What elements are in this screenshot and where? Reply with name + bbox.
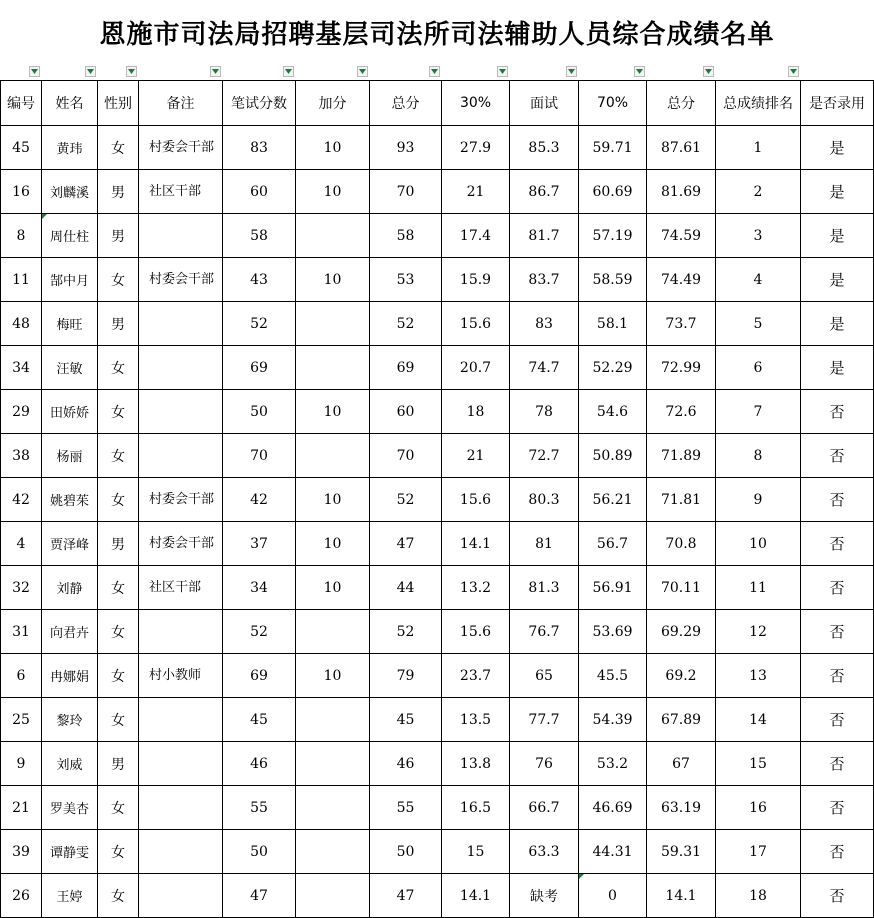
cell-admitted[interactable]: 否 bbox=[801, 654, 874, 698]
filter-dropdown-icon[interactable] bbox=[634, 66, 645, 77]
cell-bonus[interactable] bbox=[296, 698, 370, 742]
filter-dropdown-icon[interactable] bbox=[29, 66, 40, 77]
cell-written-score[interactable]: 50 bbox=[223, 830, 296, 874]
filter-dropdown-icon[interactable] bbox=[210, 66, 221, 77]
filter-dropdown-icon[interactable] bbox=[703, 66, 714, 77]
table-row bbox=[1, 214, 874, 258]
cell-interview[interactable]: 76 bbox=[510, 742, 579, 786]
cell-gender[interactable]: 女 bbox=[98, 390, 139, 434]
cell-note[interactable] bbox=[139, 610, 223, 654]
cell-gender[interactable]: 女 bbox=[98, 610, 139, 654]
cell-bonus[interactable]: 10 bbox=[296, 654, 370, 698]
cell-name[interactable]: 向君卉 bbox=[42, 610, 98, 654]
cell-interview[interactable]: 81 bbox=[510, 522, 579, 566]
cell-note[interactable]: 村委会干部 bbox=[139, 522, 223, 566]
cell-interview[interactable]: 76.7 bbox=[510, 610, 579, 654]
cell-rank[interactable]: 15 bbox=[716, 742, 801, 786]
cell-id[interactable]: 6 bbox=[1, 654, 42, 698]
cell-id[interactable]: 45 bbox=[1, 126, 42, 170]
filter-row bbox=[0, 64, 874, 80]
cell-id[interactable]: 31 bbox=[1, 610, 42, 654]
cell-gender[interactable]: 女 bbox=[98, 786, 139, 830]
cell-interview[interactable]: 80.3 bbox=[510, 478, 579, 522]
column-header-admitted: 是否录用 bbox=[801, 81, 874, 126]
cell-total[interactable]: 59.31 bbox=[647, 830, 716, 874]
table-row bbox=[1, 742, 874, 786]
cell-rank[interactable]: 4 bbox=[716, 258, 801, 302]
cell-pct70[interactable]: 46.69 bbox=[579, 786, 647, 830]
table-row bbox=[1, 830, 874, 874]
cell-gender[interactable]: 男 bbox=[98, 522, 139, 566]
cell-name[interactable]: 谭静雯 bbox=[42, 830, 98, 874]
filter-cell-pct70 bbox=[578, 64, 646, 80]
cell-written-score[interactable]: 70 bbox=[223, 434, 296, 478]
cell-subtotal[interactable]: 52 bbox=[370, 478, 442, 522]
filter-cell-subtotal bbox=[369, 64, 441, 80]
cell-pct70[interactable]: 60.69 bbox=[579, 170, 647, 214]
cell-total[interactable]: 67.89 bbox=[647, 698, 716, 742]
cell-total[interactable]: 67 bbox=[647, 742, 716, 786]
cell-name[interactable]: 黄玮 bbox=[42, 126, 98, 170]
cell-rank[interactable]: 14 bbox=[716, 698, 801, 742]
cell-rank[interactable]: 1 bbox=[716, 126, 801, 170]
cell-gender[interactable]: 女 bbox=[98, 874, 139, 918]
filter-cell-written-score bbox=[222, 64, 295, 80]
cell-bonus[interactable] bbox=[296, 610, 370, 654]
cell-bonus[interactable] bbox=[296, 830, 370, 874]
cell-pct30[interactable]: 21 bbox=[442, 170, 510, 214]
cell-pct70[interactable]: 58.1 bbox=[579, 302, 647, 346]
filter-cell-gender bbox=[97, 64, 138, 80]
cell-total[interactable]: 70.11 bbox=[647, 566, 716, 610]
cell-gender[interactable]: 女 bbox=[98, 654, 139, 698]
cell-total[interactable]: 14.1 bbox=[647, 874, 716, 918]
filter-dropdown-icon[interactable] bbox=[497, 66, 508, 77]
cell-id[interactable]: 9 bbox=[1, 742, 42, 786]
cell-name[interactable]: 杨丽 bbox=[42, 434, 98, 478]
filter-dropdown-icon[interactable] bbox=[788, 66, 799, 77]
cell-note[interactable] bbox=[139, 390, 223, 434]
cell-rank[interactable]: 11 bbox=[716, 566, 801, 610]
cell-rank[interactable]: 5 bbox=[716, 302, 801, 346]
filter-cell-rank bbox=[715, 64, 800, 80]
cell-pct70[interactable]: 53.2 bbox=[579, 742, 647, 786]
cell-pct70[interactable]: 0 bbox=[579, 874, 647, 918]
cell-gender[interactable]: 女 bbox=[98, 126, 139, 170]
column-header-rank: 总成绩排名 bbox=[716, 81, 801, 126]
cell-pct70[interactable]: 45.5 bbox=[579, 654, 647, 698]
cell-interview[interactable]: 77.7 bbox=[510, 698, 579, 742]
cell-note[interactable] bbox=[139, 434, 223, 478]
cell-gender[interactable]: 女 bbox=[98, 566, 139, 610]
cell-subtotal[interactable]: 55 bbox=[370, 786, 442, 830]
table-row bbox=[1, 786, 874, 830]
cell-subtotal[interactable]: 50 bbox=[370, 830, 442, 874]
cell-pct30[interactable]: 17.4 bbox=[442, 214, 510, 258]
cell-pct30[interactable]: 21 bbox=[442, 434, 510, 478]
cell-total[interactable]: 71.81 bbox=[647, 478, 716, 522]
cell-rank[interactable]: 17 bbox=[716, 830, 801, 874]
cell-name[interactable]: 刘麟溪 bbox=[42, 170, 98, 214]
cell-id[interactable]: 29 bbox=[1, 390, 42, 434]
cell-total[interactable]: 72.99 bbox=[647, 346, 716, 390]
cell-note[interactable] bbox=[139, 830, 223, 874]
cell-gender[interactable]: 女 bbox=[98, 478, 139, 522]
cell-pct70[interactable]: 50.89 bbox=[579, 434, 647, 478]
cell-written-score[interactable]: 55 bbox=[223, 786, 296, 830]
column-header-pct70: 70% bbox=[579, 81, 647, 126]
filter-dropdown-icon[interactable] bbox=[85, 66, 96, 77]
cell-written-score[interactable]: 45 bbox=[223, 698, 296, 742]
cell-note[interactable]: 村委会干部 bbox=[139, 126, 223, 170]
cell-name[interactable]: 刘威 bbox=[42, 742, 98, 786]
cell-admitted[interactable]: 否 bbox=[801, 610, 874, 654]
column-header-gender: 性别 bbox=[98, 81, 139, 126]
cell-pct70[interactable]: 56.91 bbox=[579, 566, 647, 610]
cell-subtotal[interactable]: 45 bbox=[370, 698, 442, 742]
cell-subtotal[interactable]: 93 bbox=[370, 126, 442, 170]
cell-pct30[interactable]: 15.9 bbox=[442, 258, 510, 302]
cell-subtotal[interactable]: 70 bbox=[370, 434, 442, 478]
cell-interview[interactable]: 81.7 bbox=[510, 214, 579, 258]
table-row bbox=[1, 522, 874, 566]
cell-name[interactable]: 王婷 bbox=[42, 874, 98, 918]
cell-written-score[interactable]: 69 bbox=[223, 654, 296, 698]
cell-total[interactable]: 74.59 bbox=[647, 214, 716, 258]
cell-subtotal[interactable]: 47 bbox=[370, 522, 442, 566]
table-row bbox=[1, 126, 874, 170]
cell-note[interactable]: 村委会干部 bbox=[139, 258, 223, 302]
cell-rank[interactable]: 8 bbox=[716, 434, 801, 478]
cell-bonus[interactable]: 10 bbox=[296, 126, 370, 170]
table-row bbox=[1, 390, 874, 434]
cell-admitted[interactable]: 否 bbox=[801, 698, 874, 742]
cell-pct30[interactable]: 13.8 bbox=[442, 742, 510, 786]
column-header-pct30: 30% bbox=[442, 81, 510, 126]
cell-rank[interactable]: 12 bbox=[716, 610, 801, 654]
cell-interview[interactable]: 78 bbox=[510, 390, 579, 434]
table-row bbox=[1, 654, 874, 698]
column-header-note: 备注 bbox=[139, 81, 223, 126]
cell-admitted[interactable]: 否 bbox=[801, 566, 874, 610]
cell-note[interactable]: 村小教师 bbox=[139, 654, 223, 698]
cell-bonus[interactable]: 10 bbox=[296, 258, 370, 302]
column-header-id: 编号 bbox=[1, 81, 42, 126]
cell-admitted[interactable]: 是 bbox=[801, 170, 874, 214]
cell-admitted[interactable]: 是 bbox=[801, 214, 874, 258]
cell-subtotal[interactable]: 69 bbox=[370, 346, 442, 390]
cell-rank[interactable]: 7 bbox=[716, 390, 801, 434]
cell-subtotal[interactable]: 52 bbox=[370, 610, 442, 654]
cell-bonus[interactable] bbox=[296, 874, 370, 918]
cell-name[interactable]: 黎玲 bbox=[42, 698, 98, 742]
cell-written-score[interactable]: 42 bbox=[223, 478, 296, 522]
cell-interview[interactable]: 65 bbox=[510, 654, 579, 698]
cell-gender[interactable]: 男 bbox=[98, 742, 139, 786]
filter-dropdown-icon[interactable] bbox=[126, 66, 137, 77]
cell-written-score[interactable]: 52 bbox=[223, 302, 296, 346]
cell-written-score[interactable]: 69 bbox=[223, 346, 296, 390]
cell-pct70[interactable]: 57.19 bbox=[579, 214, 647, 258]
filter-cell-name bbox=[41, 64, 97, 80]
cell-name[interactable]: 周仕柱 bbox=[42, 214, 98, 258]
cell-pct30[interactable]: 27.9 bbox=[442, 126, 510, 170]
column-header-bonus: 加分 bbox=[296, 81, 370, 126]
cell-pct30[interactable]: 15 bbox=[442, 830, 510, 874]
cell-bonus[interactable] bbox=[296, 434, 370, 478]
filter-cell-admitted bbox=[800, 64, 873, 80]
cell-note[interactable] bbox=[139, 698, 223, 742]
cell-interview[interactable]: 74.7 bbox=[510, 346, 579, 390]
cell-total[interactable]: 81.69 bbox=[647, 170, 716, 214]
column-header-written-score: 笔试分数 bbox=[223, 81, 296, 126]
cell-note[interactable]: 社区干部 bbox=[139, 170, 223, 214]
cell-total[interactable]: 87.61 bbox=[647, 126, 716, 170]
cell-interview[interactable]: 66.7 bbox=[510, 786, 579, 830]
table-row bbox=[1, 610, 874, 654]
table-row bbox=[1, 698, 874, 742]
cell-admitted[interactable]: 否 bbox=[801, 786, 874, 830]
cell-interview[interactable]: 86.7 bbox=[510, 170, 579, 214]
cell-id[interactable]: 4 bbox=[1, 522, 42, 566]
cell-note[interactable]: 社区干部 bbox=[139, 566, 223, 610]
cell-subtotal[interactable]: 60 bbox=[370, 390, 442, 434]
cell-name[interactable]: 贾泽峰 bbox=[42, 522, 98, 566]
cell-id[interactable]: 38 bbox=[1, 434, 42, 478]
cell-interview[interactable]: 83 bbox=[510, 302, 579, 346]
cell-gender[interactable]: 女 bbox=[98, 698, 139, 742]
cell-id[interactable]: 39 bbox=[1, 830, 42, 874]
filter-cell-note bbox=[138, 64, 222, 80]
cell-written-score[interactable]: 37 bbox=[223, 522, 296, 566]
cell-admitted[interactable]: 否 bbox=[801, 742, 874, 786]
cell-note[interactable] bbox=[139, 346, 223, 390]
cell-admitted[interactable]: 是 bbox=[801, 126, 874, 170]
cell-interview[interactable]: 85.3 bbox=[510, 126, 579, 170]
cell-note[interactable]: 村委会干部 bbox=[139, 478, 223, 522]
cell-admitted[interactable]: 是 bbox=[801, 258, 874, 302]
cell-pct30[interactable]: 20.7 bbox=[442, 346, 510, 390]
cell-total[interactable]: 69.29 bbox=[647, 610, 716, 654]
cell-pct30[interactable]: 13.5 bbox=[442, 698, 510, 742]
cell-pct70[interactable]: 56.7 bbox=[579, 522, 647, 566]
cell-id[interactable]: 11 bbox=[1, 258, 42, 302]
cell-rank[interactable]: 9 bbox=[716, 478, 801, 522]
table-row bbox=[1, 170, 874, 214]
cell-id[interactable]: 26 bbox=[1, 874, 42, 918]
cell-bonus[interactable] bbox=[296, 742, 370, 786]
cell-pct70[interactable]: 52.29 bbox=[579, 346, 647, 390]
filter-dropdown-icon[interactable] bbox=[357, 66, 368, 77]
cell-note[interactable] bbox=[139, 302, 223, 346]
cell-bonus[interactable] bbox=[296, 302, 370, 346]
cell-gender[interactable]: 女 bbox=[98, 346, 139, 390]
cell-total[interactable]: 73.7 bbox=[647, 302, 716, 346]
cell-interview[interactable]: 83.7 bbox=[510, 258, 579, 302]
cell-gender[interactable]: 女 bbox=[98, 830, 139, 874]
table-row bbox=[1, 346, 874, 390]
cell-interview[interactable]: 缺考 bbox=[510, 874, 579, 918]
cell-total[interactable]: 63.19 bbox=[647, 786, 716, 830]
cell-bonus[interactable]: 10 bbox=[296, 566, 370, 610]
cell-rank[interactable]: 18 bbox=[716, 874, 801, 918]
cell-written-score[interactable]: 52 bbox=[223, 610, 296, 654]
cell-written-score[interactable]: 43 bbox=[223, 258, 296, 302]
cell-pct30[interactable]: 13.2 bbox=[442, 566, 510, 610]
filter-cell-id bbox=[0, 64, 41, 80]
cell-written-score[interactable]: 58 bbox=[223, 214, 296, 258]
cell-total[interactable]: 72.6 bbox=[647, 390, 716, 434]
cell-written-score[interactable]: 83 bbox=[223, 126, 296, 170]
table-row bbox=[1, 302, 874, 346]
filter-cell-pct30 bbox=[441, 64, 509, 80]
cell-subtotal[interactable]: 79 bbox=[370, 654, 442, 698]
cell-pct70[interactable]: 44.31 bbox=[579, 830, 647, 874]
cell-bonus[interactable]: 10 bbox=[296, 390, 370, 434]
cell-id[interactable]: 32 bbox=[1, 566, 42, 610]
table-row bbox=[1, 434, 874, 478]
cell-gender[interactable]: 男 bbox=[98, 170, 139, 214]
header-row bbox=[1, 81, 874, 126]
cell-id[interactable]: 34 bbox=[1, 346, 42, 390]
cell-pct70[interactable]: 53.69 bbox=[579, 610, 647, 654]
filter-cell-bonus bbox=[295, 64, 369, 80]
cell-subtotal[interactable]: 46 bbox=[370, 742, 442, 786]
cell-pct30[interactable]: 14.1 bbox=[442, 874, 510, 918]
table-row bbox=[1, 566, 874, 610]
cell-id[interactable]: 21 bbox=[1, 786, 42, 830]
cell-id[interactable]: 48 bbox=[1, 302, 42, 346]
cell-pct70[interactable]: 56.21 bbox=[579, 478, 647, 522]
cell-total[interactable]: 70.8 bbox=[647, 522, 716, 566]
cell-note[interactable] bbox=[139, 786, 223, 830]
cell-id[interactable]: 42 bbox=[1, 478, 42, 522]
cell-subtotal[interactable]: 44 bbox=[370, 566, 442, 610]
cell-admitted[interactable]: 否 bbox=[801, 830, 874, 874]
cell-pct70[interactable]: 59.71 bbox=[579, 126, 647, 170]
cell-admitted[interactable]: 是 bbox=[801, 346, 874, 390]
cell-pct70[interactable]: 54.39 bbox=[579, 698, 647, 742]
cell-bonus[interactable] bbox=[296, 214, 370, 258]
cell-name[interactable]: 冉娜娟 bbox=[42, 654, 98, 698]
filter-dropdown-icon[interactable] bbox=[283, 66, 294, 77]
cell-subtotal[interactable]: 47 bbox=[370, 874, 442, 918]
cell-subtotal[interactable]: 70 bbox=[370, 170, 442, 214]
cell-name[interactable]: 梅旺 bbox=[42, 302, 98, 346]
cell-note[interactable] bbox=[139, 742, 223, 786]
cell-id[interactable]: 25 bbox=[1, 698, 42, 742]
results-table bbox=[0, 80, 874, 918]
cell-gender[interactable]: 女 bbox=[98, 434, 139, 478]
cell-note[interactable] bbox=[139, 874, 223, 918]
page-title: 恩施市司法局招聘基层司法所司法辅助人员综合成绩名单 bbox=[99, 19, 775, 50]
table-row bbox=[1, 478, 874, 522]
cell-pct30[interactable]: 15.6 bbox=[442, 478, 510, 522]
cell-gender[interactable]: 男 bbox=[98, 302, 139, 346]
cell-rank[interactable]: 3 bbox=[716, 214, 801, 258]
cell-gender[interactable]: 女 bbox=[98, 258, 139, 302]
cell-written-score[interactable]: 47 bbox=[223, 874, 296, 918]
cell-subtotal[interactable]: 53 bbox=[370, 258, 442, 302]
cell-bonus[interactable] bbox=[296, 346, 370, 390]
cell-name[interactable]: 郜中月 bbox=[42, 258, 98, 302]
cell-written-score[interactable]: 50 bbox=[223, 390, 296, 434]
cell-pct30[interactable]: 18 bbox=[442, 390, 510, 434]
cell-written-score[interactable]: 46 bbox=[223, 742, 296, 786]
cell-pct30[interactable]: 14.1 bbox=[442, 522, 510, 566]
cell-admitted[interactable]: 否 bbox=[801, 390, 874, 434]
cell-total[interactable]: 71.89 bbox=[647, 434, 716, 478]
cell-written-score[interactable]: 60 bbox=[223, 170, 296, 214]
filter-cell-interview bbox=[509, 64, 578, 80]
cell-name[interactable]: 田娇娇 bbox=[42, 390, 98, 434]
cell-rank[interactable]: 16 bbox=[716, 786, 801, 830]
cell-written-score[interactable]: 34 bbox=[223, 566, 296, 610]
cell-total[interactable]: 69.2 bbox=[647, 654, 716, 698]
column-header-total: 总分 bbox=[647, 81, 716, 126]
cell-pct30[interactable]: 15.6 bbox=[442, 610, 510, 654]
cell-admitted[interactable]: 是 bbox=[801, 302, 874, 346]
cell-rank[interactable]: 13 bbox=[716, 654, 801, 698]
cell-name[interactable]: 刘静 bbox=[42, 566, 98, 610]
cell-pct30[interactable]: 15.6 bbox=[442, 302, 510, 346]
cell-gender[interactable]: 男 bbox=[98, 214, 139, 258]
cell-name[interactable]: 姚碧茱 bbox=[42, 478, 98, 522]
cell-subtotal[interactable]: 52 bbox=[370, 302, 442, 346]
table-row bbox=[1, 258, 874, 302]
cell-admitted[interactable]: 否 bbox=[801, 522, 874, 566]
table-row bbox=[1, 874, 874, 918]
cell-pct70[interactable]: 58.59 bbox=[579, 258, 647, 302]
cell-name[interactable]: 罗美杏 bbox=[42, 786, 98, 830]
cell-name[interactable]: 汪敏 bbox=[42, 346, 98, 390]
cell-interview[interactable]: 72.7 bbox=[510, 434, 579, 478]
cell-id[interactable]: 8 bbox=[1, 214, 42, 258]
cell-pct70[interactable]: 54.6 bbox=[579, 390, 647, 434]
cell-admitted[interactable]: 否 bbox=[801, 478, 874, 522]
cell-admitted[interactable]: 否 bbox=[801, 874, 874, 918]
cell-bonus[interactable]: 10 bbox=[296, 522, 370, 566]
cell-id[interactable]: 16 bbox=[1, 170, 42, 214]
cell-bonus[interactable]: 10 bbox=[296, 170, 370, 214]
cell-rank[interactable]: 10 bbox=[716, 522, 801, 566]
column-header-subtotal: 总分 bbox=[370, 81, 442, 126]
cell-pct30[interactable]: 16.5 bbox=[442, 786, 510, 830]
cell-total[interactable]: 74.49 bbox=[647, 258, 716, 302]
cell-pct30[interactable]: 23.7 bbox=[442, 654, 510, 698]
cell-bonus[interactable]: 10 bbox=[296, 478, 370, 522]
cell-admitted[interactable]: 否 bbox=[801, 434, 874, 478]
cell-bonus[interactable] bbox=[296, 786, 370, 830]
cell-interview[interactable]: 81.3 bbox=[510, 566, 579, 610]
filter-dropdown-icon[interactable] bbox=[429, 66, 440, 77]
cell-rank[interactable]: 6 bbox=[716, 346, 801, 390]
cell-note[interactable] bbox=[139, 214, 223, 258]
filter-dropdown-icon[interactable] bbox=[566, 66, 577, 77]
cell-subtotal[interactable]: 58 bbox=[370, 214, 442, 258]
filter-cell-total bbox=[646, 64, 715, 80]
cell-interview[interactable]: 63.3 bbox=[510, 830, 579, 874]
column-header-name: 姓名 bbox=[42, 81, 98, 126]
column-header-interview: 面试 bbox=[510, 81, 579, 126]
cell-rank[interactable]: 2 bbox=[716, 170, 801, 214]
